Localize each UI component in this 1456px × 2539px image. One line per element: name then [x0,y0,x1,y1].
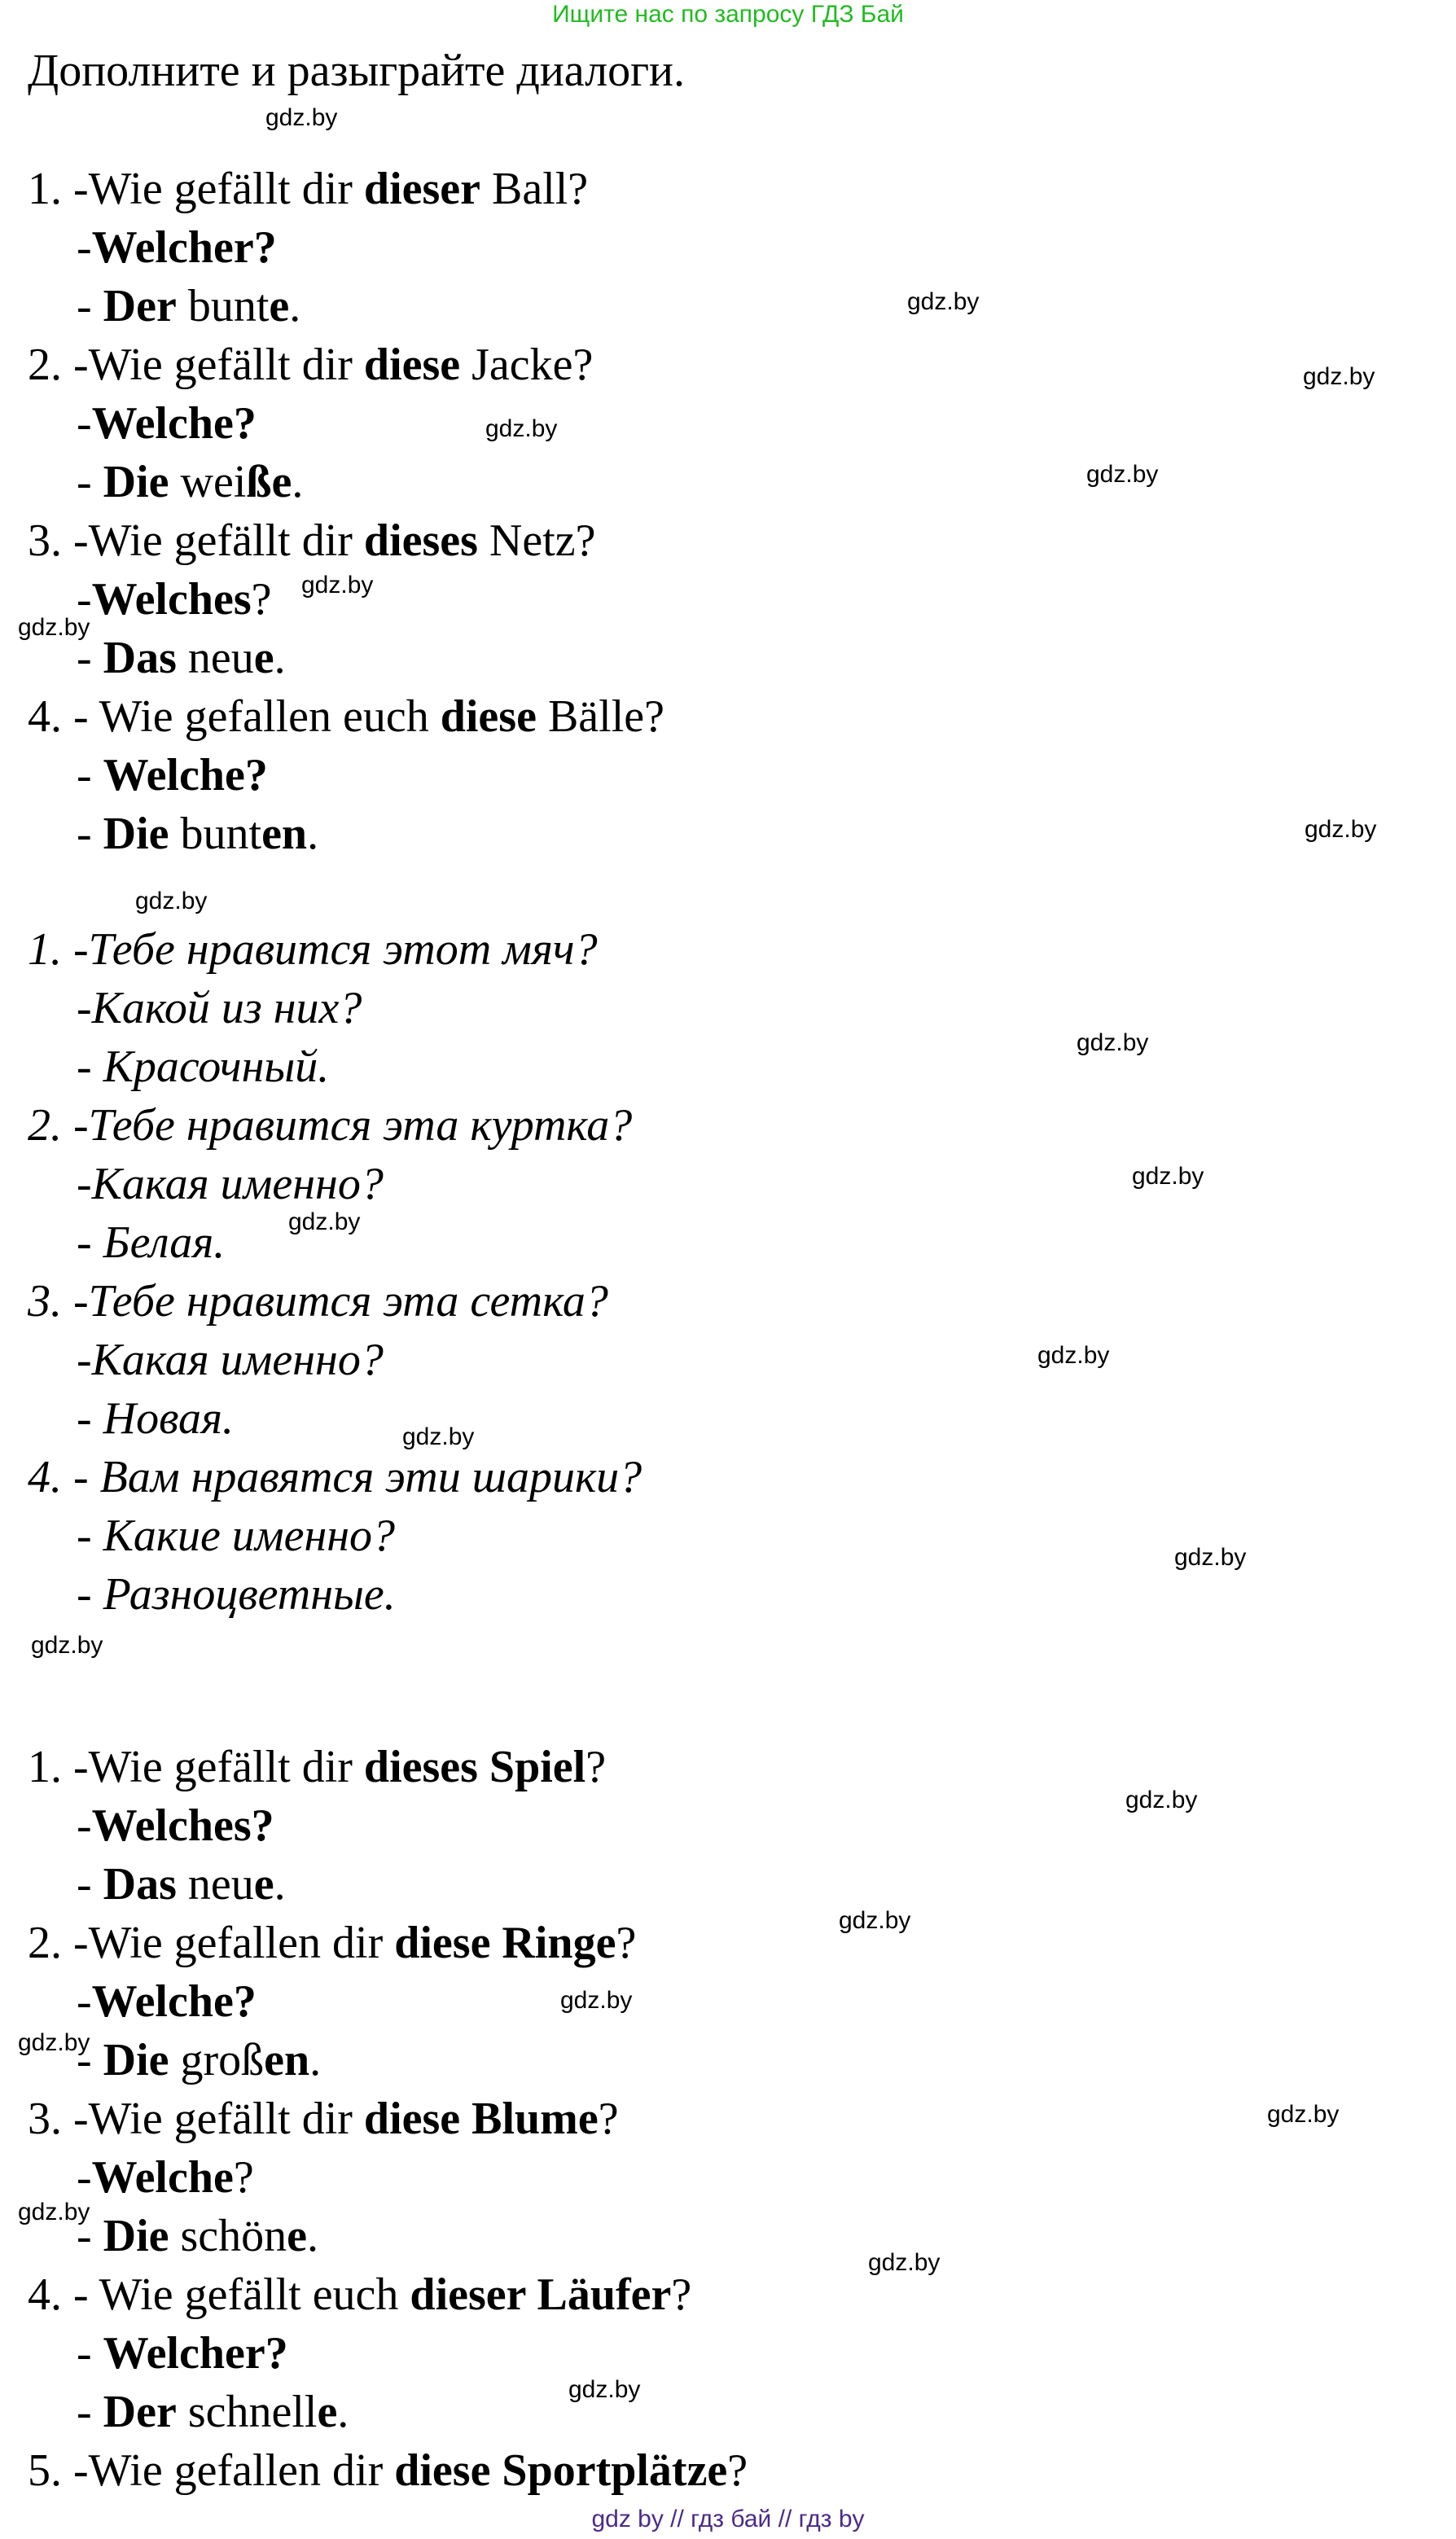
dialogue-line-e1-a1 [77,1796,274,1855]
emphasis-text: Die [103,457,169,507]
dialogue-line-ru2-a1 [77,1155,384,1213]
dialogue-line-ru3-q [28,1272,608,1331]
line-text: 1. -Wie gefällt dir [28,164,364,214]
emphasis-text: Die [103,809,169,859]
watermark: gdz.by [839,1907,911,1934]
watermark: gdz.by [135,888,208,914]
emphasis-text: dieses Spiel [363,1742,586,1792]
emphasis-text: Welche? [91,1976,257,2027]
dialogue-line-d2-a1 [77,394,257,453]
watermark: gdz.by [907,288,980,315]
watermark: gdz.by [1267,2101,1340,2128]
line-text: 3. -Тебе нравится эта сетка? [28,1276,608,1327]
emphasis-text: Die [103,2035,169,2085]
line-text: - Белая. [77,1217,226,1268]
emphasis-text: Welche? [103,750,268,800]
dialogue-line-d4-a2 [77,805,318,863]
line-text: - [77,222,92,273]
line-text: 3. -Wie gefällt dir [28,2094,364,2144]
dialogue-line-e3-q [28,2090,619,2148]
line-text: Jacke? [460,340,594,390]
emphasis-text: Das [103,633,177,683]
line-text: -Какая именно? [77,1335,384,1385]
dialogue-line-ru2-a2 [77,1213,225,1272]
line-text: wei [169,457,247,507]
dialogue-line-ru4-q [28,1448,642,1506]
line-text: - [77,1976,92,2027]
watermark: gdz.by [265,104,338,131]
emphasis-text: diese [363,340,461,390]
dialogue-line-ru1-q [28,920,598,979]
line-text: . [307,809,319,859]
watermark: gdz.by [568,2376,641,2403]
line-text: - [77,2152,92,2203]
watermark: gdz.by [868,2249,941,2276]
line-text: . [274,1859,286,1910]
line-text: 5. -Wie gefallen dir [28,2445,395,2496]
line-text: -Какая именно? [77,1159,384,1209]
watermark: gdz.by [18,2029,90,2056]
dialogue-line-d1-a1 [77,218,277,277]
footer-links[interactable]: gdz by // гдз бай // гдз by [591,2506,865,2532]
dialogue-line-e4-a1 [77,2324,288,2383]
line-text: ? [616,1918,637,1968]
emphasis-text: dieser Läufer [410,2269,672,2320]
line-text: 2. -Wie gefallen dir [28,1918,395,1968]
emphasis-text: diese Blume [363,2094,599,2144]
line-text: 3. -Wie gefällt dir [28,515,364,566]
line-text: Ball? [480,164,589,214]
watermark: gdz.by [1086,461,1159,488]
emphasis-text: Welche [91,2152,234,2203]
dialogue-line-d2-q [28,335,593,394]
emphasis-text: Welche? [91,398,257,449]
watermark: gdz.by [288,1208,361,1235]
line-text: . [337,2387,349,2437]
line-text: 2. -Тебе нравится эта куртка? [28,1100,633,1151]
line-text: . [307,2211,319,2261]
line-text: ? [251,574,272,625]
line-text: 2. -Wie gefällt dir [28,340,364,390]
line-text: - [77,574,92,625]
emphasis-text: e [317,2387,338,2437]
page-title: Дополните и разыграйте диалоги. [28,46,686,96]
dialogue-line-ru1-a2 [77,1037,329,1096]
dialogue-line-ru2-q [28,1096,632,1155]
line-text: - [77,750,103,800]
line-text: - [77,633,103,683]
line-text: - Новая. [77,1393,235,1444]
line-text: 4. - Вам нравятся эти шарики? [28,1452,642,1502]
line-text: - Какие именно? [77,1511,396,1561]
dialogue-line-d1-q [28,160,588,218]
emphasis-text: diese [440,691,537,742]
dialogue-line-e2-a1 [77,1972,257,2031]
line-text: ? [585,1742,607,1792]
line-text: ? [233,2152,254,2203]
watermark: gdz.by [1305,816,1377,843]
emphasis-text: Welcher? [103,2328,288,2379]
watermark: gdz.by [1037,1342,1110,1369]
line-text: ? [727,2445,748,2496]
emphasis-text: Der [103,2387,177,2437]
watermark: gdz.by [1303,363,1375,390]
dialogue-line-ru4-a1 [77,1506,395,1565]
line-text: bunt [176,281,270,331]
line-text: - Красочный. [77,1041,330,1092]
dialogue-line-d4-a1 [77,746,268,805]
line-text: - [77,809,103,859]
dialogue-line-ru3-a1 [77,1331,384,1389]
dialogue-line-e1-a2 [77,1855,286,1914]
line-text: ? [671,2269,692,2320]
emphasis-text: en [264,2035,310,2085]
line-text: - [77,2035,103,2085]
line-text: . [289,281,301,331]
watermark: gdz.by [18,2199,90,2225]
line-text: . [292,457,304,507]
emphasis-text: Welches? [91,1800,274,1851]
line-text: - [77,398,92,449]
emphasis-text: e [253,633,274,683]
dialogue-line-d2-a2 [77,453,303,511]
line-text: schnell [176,2387,318,2437]
emphasis-text: dieser [363,164,480,214]
line-text: neu [176,1859,254,1910]
line-text: - [77,2328,103,2379]
line-text: - [77,281,103,331]
line-text: - Разноцветные. [77,1569,396,1620]
line-text: schön [169,2211,287,2261]
emphasis-text: diese Ringe [394,1918,616,1968]
emphasis-text: Welcher? [91,222,277,273]
line-text: -Какой из них? [77,983,362,1033]
emphasis-text: ße [246,457,292,507]
line-text: - [77,2387,103,2437]
emphasis-text: Das [103,1859,177,1910]
line-text: groß [169,2035,265,2085]
watermark: gdz.by [1132,1163,1204,1190]
emphasis-text: Welches [91,574,252,625]
watermark: gdz.by [1174,1544,1247,1571]
line-text: 4. - Wie gefallen euch [28,691,441,742]
dialogue-line-d4-q [28,687,664,746]
watermark: gdz.by [1077,1029,1149,1056]
dialogue-line-e4-q [28,2265,691,2324]
emphasis-text: e [287,2211,308,2261]
top-banner-link[interactable]: Ищите нас по запросу ГДЗ Бай [552,1,904,28]
line-text: 1. -Wie gefällt dir [28,1742,364,1792]
emphasis-text: e [253,1859,274,1910]
line-text: Bälle? [536,691,664,742]
watermark: gdz.by [485,415,558,442]
watermark: gdz.by [1125,1787,1198,1813]
dialogue-line-ru3-a2 [77,1389,234,1448]
dialogue-line-ru4-a2 [77,1565,396,1624]
line-text: - [77,1859,103,1910]
line-text: ? [598,2094,619,2144]
dialogue-line-d3-q [28,511,596,570]
watermark: gdz.by [18,614,90,641]
emphasis-text: Die [103,2211,169,2261]
watermark: gdz.by [402,1423,475,1450]
emphasis-text: e [269,281,290,331]
dialogue-line-e4-a2 [77,2383,349,2441]
line-text: Netz? [477,515,596,566]
line-text: . [274,633,286,683]
emphasis-text: dieses [363,515,478,566]
dialogue-line-e2-a2 [77,2031,321,2090]
line-text: - [77,1800,92,1851]
line-text: bunt [169,809,262,859]
watermark: gdz.by [560,1987,633,2014]
emphasis-text: en [261,809,308,859]
dialogue-line-e1-q [28,1738,606,1796]
dialogue-line-e3-a2 [77,2207,318,2265]
watermark: gdz.by [31,1632,103,1659]
line-text: . [309,2035,322,2085]
emphasis-text: diese Sportplätze [394,2445,728,2496]
dialogue-line-d3-a2 [77,629,286,687]
dialogue-line-ru1-a1 [77,979,362,1037]
dialogue-line-d3-a1 [77,570,272,629]
line-text: 4. - Wie gefällt euch [28,2269,410,2320]
line-text: - [77,457,103,507]
watermark: gdz.by [301,572,374,599]
dialogue-line-d1-a2 [77,277,300,335]
dialogue-line-e3-a1 [77,2148,254,2207]
line-text: - [77,2211,103,2261]
line-text: neu [176,633,254,683]
dialogue-line-e5-q [28,2441,748,2500]
dialogue-line-e2-q [28,1914,636,1972]
line-text: 1. -Тебе нравится этот мяч? [28,924,598,975]
emphasis-text: Der [103,281,177,331]
